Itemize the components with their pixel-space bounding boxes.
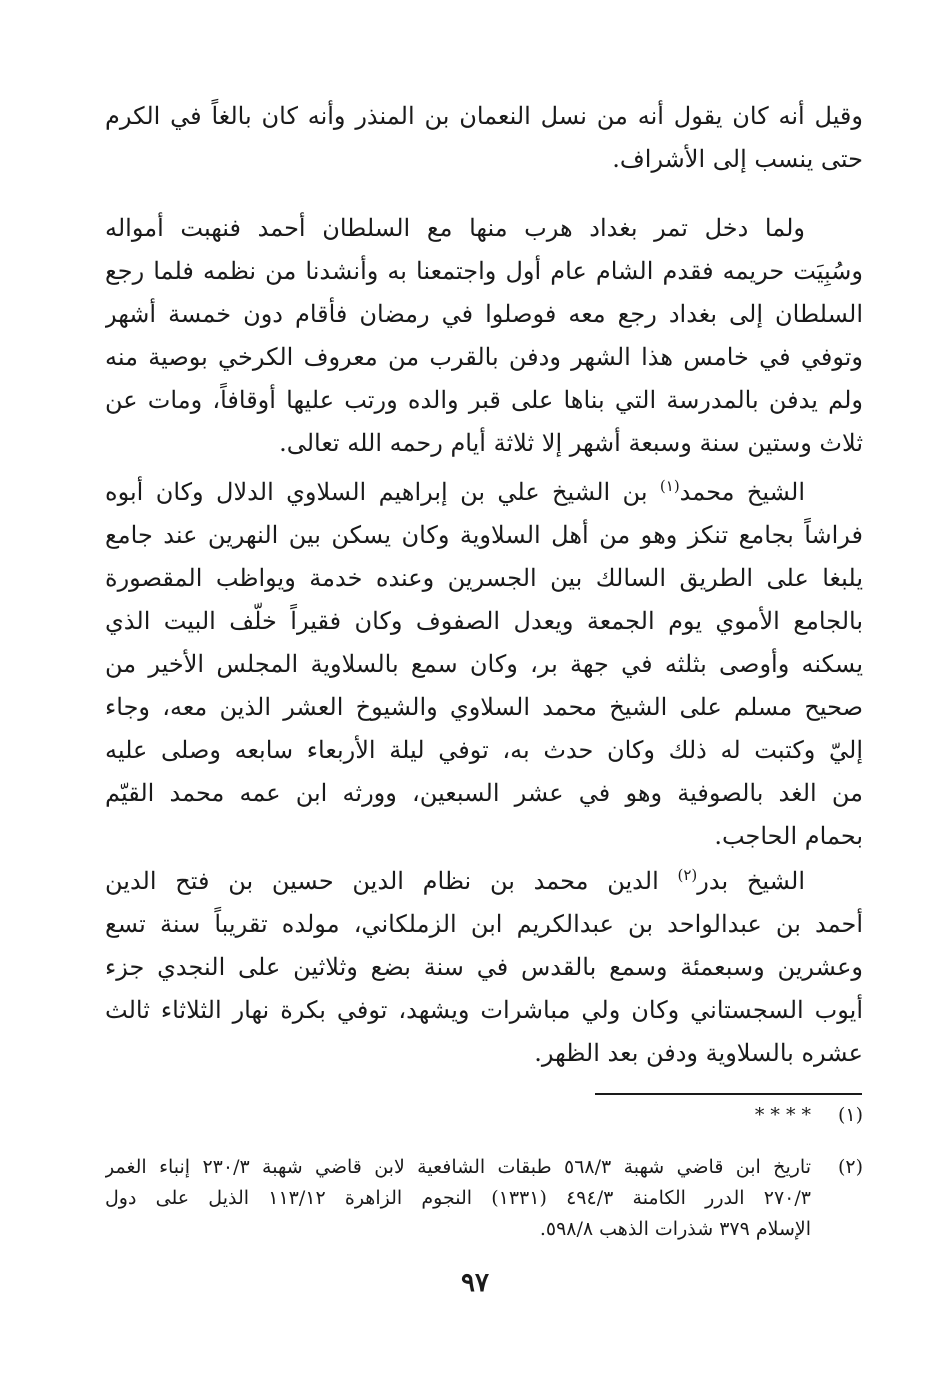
footnote-text: * * * * — [754, 1104, 811, 1126]
page-number: ٩٧ — [461, 1268, 489, 1298]
text-line: أحمد بن عبدالواحد بن عبدالكريم ابن الزملكاني، مولده تقريباً سنة تسع — [105, 910, 863, 938]
footnote-reference: (٢) — [677, 866, 698, 884]
footnote-number: (٢) — [837, 1156, 863, 1178]
text-line: أيوب السجستاني وكان ولي مباشرات ويشهد، توفي بكرة نهار الثلاثاء ثالث — [105, 996, 863, 1024]
footnote-text: ٢٧٠/٣ الدرر الكامنة ٤٩٤/٣ (١٣٣١) النجوم الزاهرة ١١٣/١٢ الذيل على دول — [105, 1187, 811, 1209]
text-line: بحمام الحاجب. — [714, 822, 863, 850]
footnote-text: الإسلام ٣٧٩ شذرات الذهب ٥٩٨/٨. — [539, 1218, 811, 1240]
text-line: إليّ وكتبت له ذلك وكان حدث به، توفي ليلة الأربعاء سابعه وصلى عليه — [105, 736, 863, 764]
text-line: ثلاث وستين سنة وسبعة أشهر إلا ثلاثة أيام رحمه الله تعالى. — [279, 429, 863, 457]
paragraph — [105, 95, 863, 181]
text-line: وعشرين وسبعمئة وسمع بالقدس في سنة بضع وثلاثين على النجدي جزء — [105, 953, 863, 981]
text-line: يلبغا على الطريق السالك بين الجسرين وعنده خدمة ويواظب المقصورة — [105, 564, 863, 592]
text-line: حتى ينسب إلى الأشراف. — [612, 145, 863, 173]
text-line: وسُبِيَت حريمه فقدم الشام عام أول واجتمعنا به وأنشدنا من نظمه فلما رجع — [105, 257, 863, 285]
text-line — [105, 860, 863, 903]
footnote-number: (١) — [837, 1104, 863, 1126]
text-line: صحيح مسلم على الشيخ محمد السلاوي والشيوخ العشر الذين معه، وجاء — [105, 693, 863, 721]
text-segment: الشيخ بدر — [697, 867, 805, 895]
text-line: وتوفي في خامس هذا الشهر ودفن بالقرب من معروف الكرخي بوصية منه — [105, 343, 863, 371]
text-segment: الشيخ محمد — [679, 478, 805, 506]
text-line: عشره بالسلاوية ودفن بعد الظهر. — [534, 1039, 863, 1067]
text-line — [105, 471, 863, 514]
text-line: فراشاً بجامع تنكز وهو من أهل السلاوية وكان يسكن بين النهرين عند جامع — [105, 521, 863, 549]
paragraph — [105, 860, 863, 1075]
footnote-reference: (١) — [659, 477, 680, 495]
text-segment: الدين محمد بن نظام الدين حسين بن فتح الدين — [105, 867, 678, 895]
paragraph — [105, 207, 863, 465]
footnote — [105, 1100, 863, 1131]
text-line: يسكنه وأوصى بثلثه في جهة بر، وكان سمع بالسلاوية المجلس الأخير من — [105, 650, 863, 678]
text-segment: بن الشيخ علي بن إبراهيم السلاوي الدلال وكان أبوه — [105, 478, 660, 506]
text-line: وقيل أنه كان يقول أنه من نسل النعمان بن المنذر وأنه كان بالغاً في الكرم — [105, 102, 863, 130]
text-line: ولما دخل تمر بغداد هرب منها مع السلطان أحمد فنهبت أمواله — [105, 214, 805, 242]
paragraph — [105, 471, 863, 858]
footnote-text: تاريخ ابن قاضي شهبة ٥٦٨/٣ طبقات الشافعية لابن قاضي شهبة ٢٣٠/٣ إنباء الغمر — [105, 1156, 811, 1178]
footnote-divider — [595, 1093, 862, 1095]
text-line: بالجامع الأموي يوم الجمعة ويعدل الصفوف وكان فقيراً خلّف البيت الذي — [105, 607, 863, 635]
text-line: السلطان إلى بغداد رجع معه فوصلوا في رمضان فأقام دون خمسة أشهر — [105, 300, 863, 328]
footnote — [105, 1152, 863, 1245]
text-line: من الغد بالصوفية وهو في عشر السبعين، وورثه ابن عمه محمد القيّم — [105, 779, 863, 807]
text-line: ولم يدفن بالمدرسة التي بناها على قبر والده ورتب عليها أوقافاً، ومات عن — [105, 386, 863, 414]
